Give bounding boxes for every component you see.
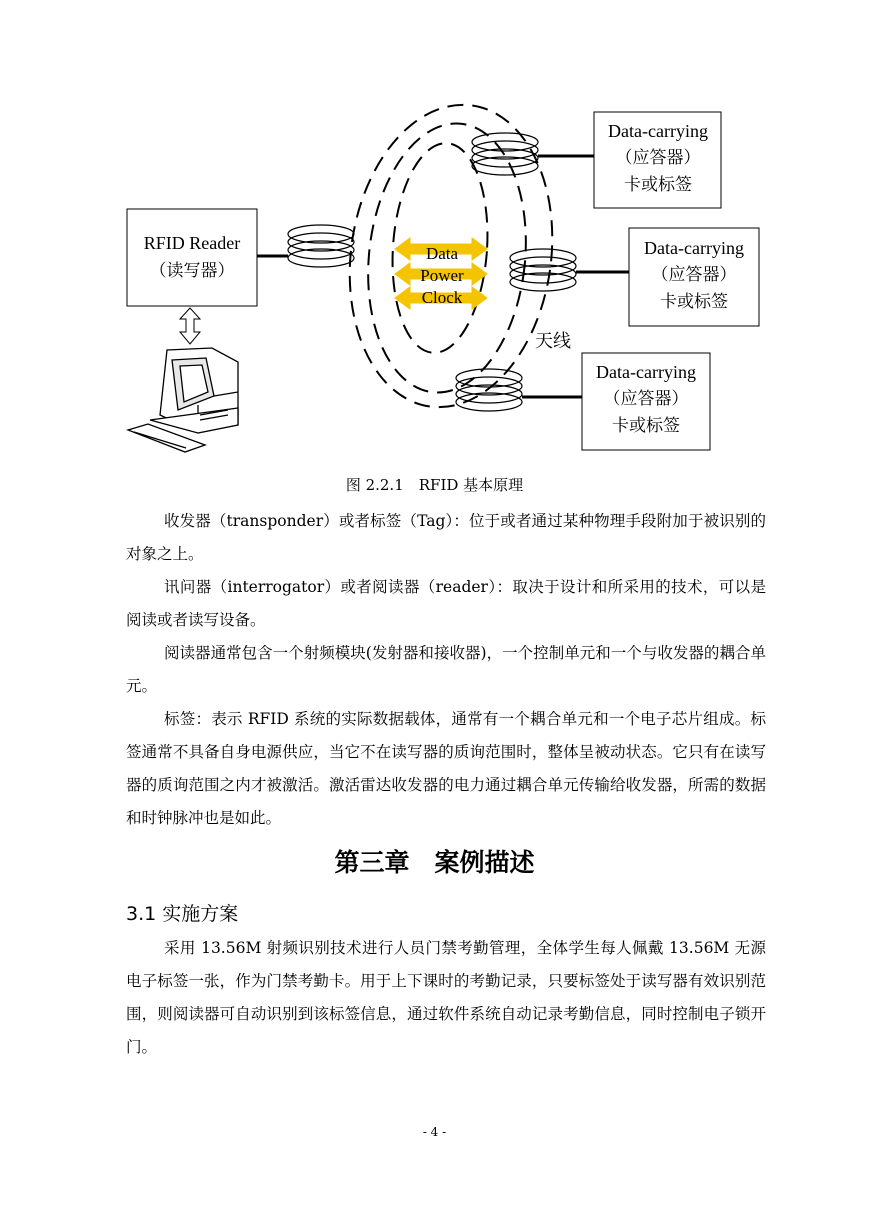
reader-computer-arrow [180, 308, 200, 344]
rfid-reader-box [127, 209, 257, 306]
tag-bottom-line1: Data-carrying [596, 362, 696, 382]
tag-box-bottom [582, 353, 710, 450]
page-number: - 4 - [422, 1125, 447, 1139]
antenna-label: 天线 [535, 331, 571, 352]
paragraph-interrogator: 讯问器（interrogator）或者阅读器（reader）：取决于设计和所采用的技术，可以是阅读或者读写设备。 [126, 578, 766, 629]
tag-coil-middle [510, 249, 576, 291]
tag-bottom-line2: （应答器） [603, 389, 689, 409]
tag-top-line2: （应答器） [615, 148, 701, 168]
section-title: 3.1 实施方案 [126, 903, 239, 925]
reader-coil [288, 225, 354, 267]
tag-middle-line3: 卡或标签 [660, 292, 728, 312]
paragraph-transponder: 收发器（transponder）或者标签（Tag）：位于或者通过某种物理手段附加于被识别的对象之上。 [126, 512, 766, 563]
signal-label-clock: Clock [421, 288, 463, 307]
tag-top-line3: 卡或标签 [624, 175, 692, 195]
computer-icon [128, 348, 238, 452]
tag-middle-line2: （应答器） [651, 265, 737, 285]
reader-label-line2: （读写器） [149, 261, 235, 281]
signal-label-data: Data [425, 244, 459, 263]
signal-label-power: Power [420, 266, 464, 285]
tag-bottom-line3: 卡或标签 [612, 416, 680, 436]
tag-box-top [594, 112, 721, 208]
tag-top-line1: Data-carrying [608, 121, 708, 141]
tag-coil-bottom [456, 369, 522, 411]
tag-box-middle [629, 228, 759, 326]
figure-caption: 图 2.2.1 RFID 基本原理 [345, 476, 524, 494]
paragraph-tag: 标签：表示 RFID 系统的实际数据载体，通常有一个耦合单元和一个电子芯片组成。标签通常不具备自身电源供应，当它不在读写器的质询范围时，整体呈被动状态。它只有在读写器的质询范围之内才被激活。激活雷达收发器的电力通过耦合单元传输给收发器，所需的数据和时钟脉冲也是如此。 [126, 710, 766, 827]
reader-label-line1: RFID Reader [143, 233, 241, 253]
chapter-title: 第三章 案例描述 [334, 848, 535, 877]
rfid-principle-figure [0, 0, 869, 470]
paragraph-reader-components: 阅读器通常包含一个射频模块(发射器和接收器)，一个控制单元和一个与收发器的耦合单元。 [126, 644, 766, 695]
paragraph-implementation: 采用 13.56M 射频识别技术进行人员门禁考勤管理，全体学生每人佩戴 13.56M 无源电子标签一张，作为门禁考勤卡。用于上下课时的考勤记录，只要标签处于读写器有效识别范围，则阅读器可自动识别到该标签信息，通过软件系统自动记录考勤信息，同时控制电子锁开门。 [126, 939, 766, 1056]
tag-middle-line1: Data-carrying [644, 238, 744, 258]
